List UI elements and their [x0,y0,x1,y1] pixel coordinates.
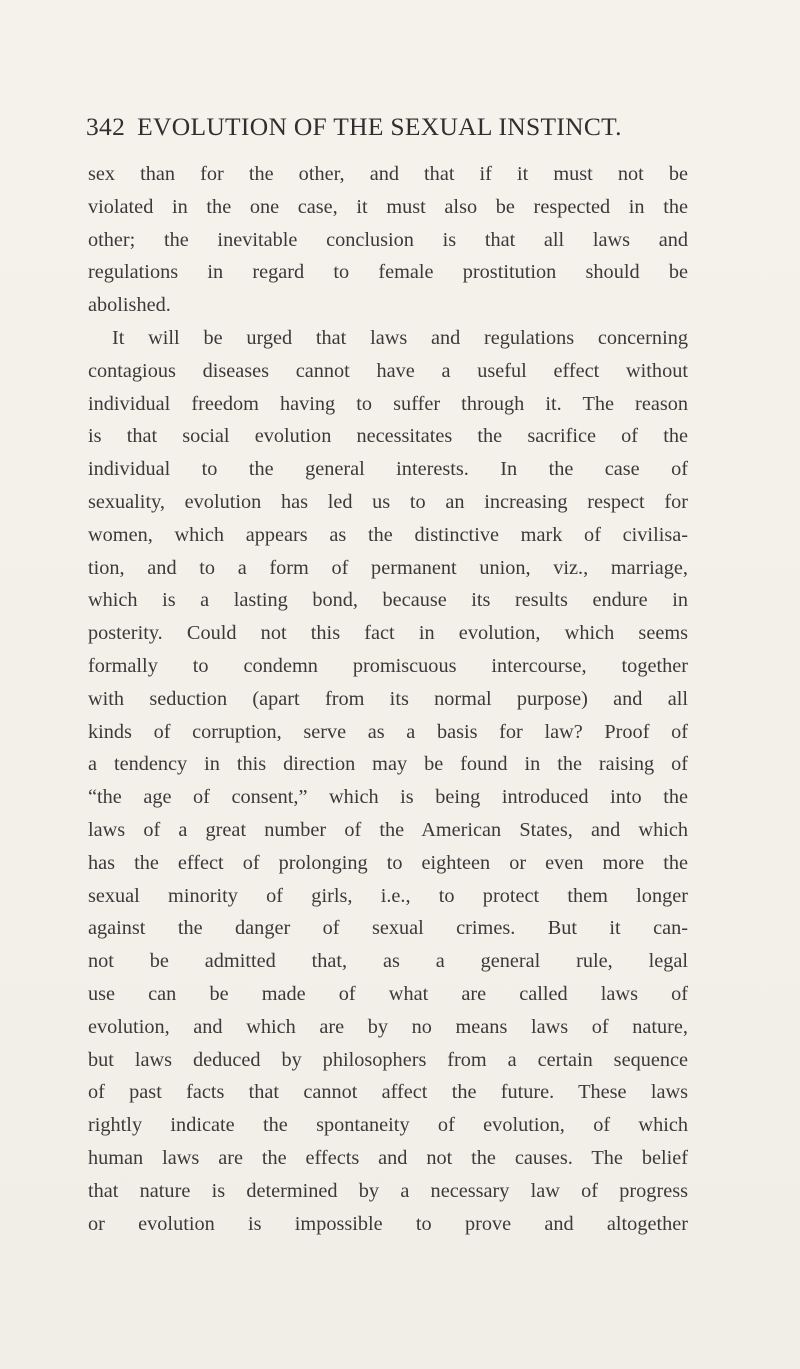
text-line: women, which appears as the distinctive mark of civilisa- [88,523,688,546]
text-line: kinds of corruption, serve as a basis for law? Proof of [88,720,688,743]
text-line: sex than for the other, and that if it must not be [88,163,688,185]
body-text [88,158,688,1240]
text-line: tion, and to a form of permanent union, viz., marriage, [88,556,688,579]
text-line: violated in the one case, it must also be respected in the [88,195,688,218]
text-line: with seduction (apart from its normal purpose) and all [88,687,688,710]
text-line: a tendency in this direction may be found in the raising of [88,753,688,776]
text-line: sexuality, evolution has led us to an increasing respect for [88,490,688,513]
text-line: that nature is determined by a necessary law of progress [88,1179,688,1202]
text-line: individual to the general interests. In the case of [88,458,688,481]
text-line: laws of a great number of the American States, and which [88,818,688,841]
text-line: contagious diseases cannot have a useful effect without [88,359,688,382]
text-line: “the age of consent,” which is being introduced into the [88,786,688,809]
text-line: sexual minority of girls, i.e., to protect them longer [88,884,688,907]
text-line: human laws are the effects and not the causes. The belief [88,1146,688,1169]
text-line: but laws deduced by philosophers from a certain sequence [88,1048,688,1071]
text-line: has the effect of prolonging to eighteen or even more the [88,851,688,874]
page-number: 342 [86,112,126,141]
text-line: posterity. Could not this fact in evolution, which seems [88,622,688,645]
text-line: which is a lasting bond, because its results endure in [88,589,688,612]
text-line: formally to condemn promiscuous intercourse, together [88,654,688,677]
text-line: against the danger of sexual crimes. But it can- [88,917,688,940]
text-line: is that social evolution necessitates the sacrifice of the [88,425,688,448]
text-line: not be admitted that, as a general rule, legal [88,950,688,973]
text-line: regulations in regard to female prostitution should be [88,261,688,284]
text-line: abolished. [88,294,171,317]
text-line: evolution, and which are by no means laws of nature, [88,1015,688,1038]
text-line: other; the inevitable conclusion is that all laws and [88,228,688,251]
text-line: or evolution is impossible to prove and altogether [88,1212,688,1235]
running-title: EVOLUTION OF THE SEXUAL INSTINCT. [137,112,622,141]
text-line: use can be made of what are called laws of [88,982,688,1005]
text-line: rightly indicate the spontaneity of evolution, of which [88,1114,688,1137]
running-header [86,112,726,152]
text-line: of past facts that cannot affect the future. These laws [88,1081,688,1104]
text-line: individual freedom having to suffer through it. The reason [88,392,688,415]
text-line: It will be urged that laws and regulations concerning [112,326,688,349]
